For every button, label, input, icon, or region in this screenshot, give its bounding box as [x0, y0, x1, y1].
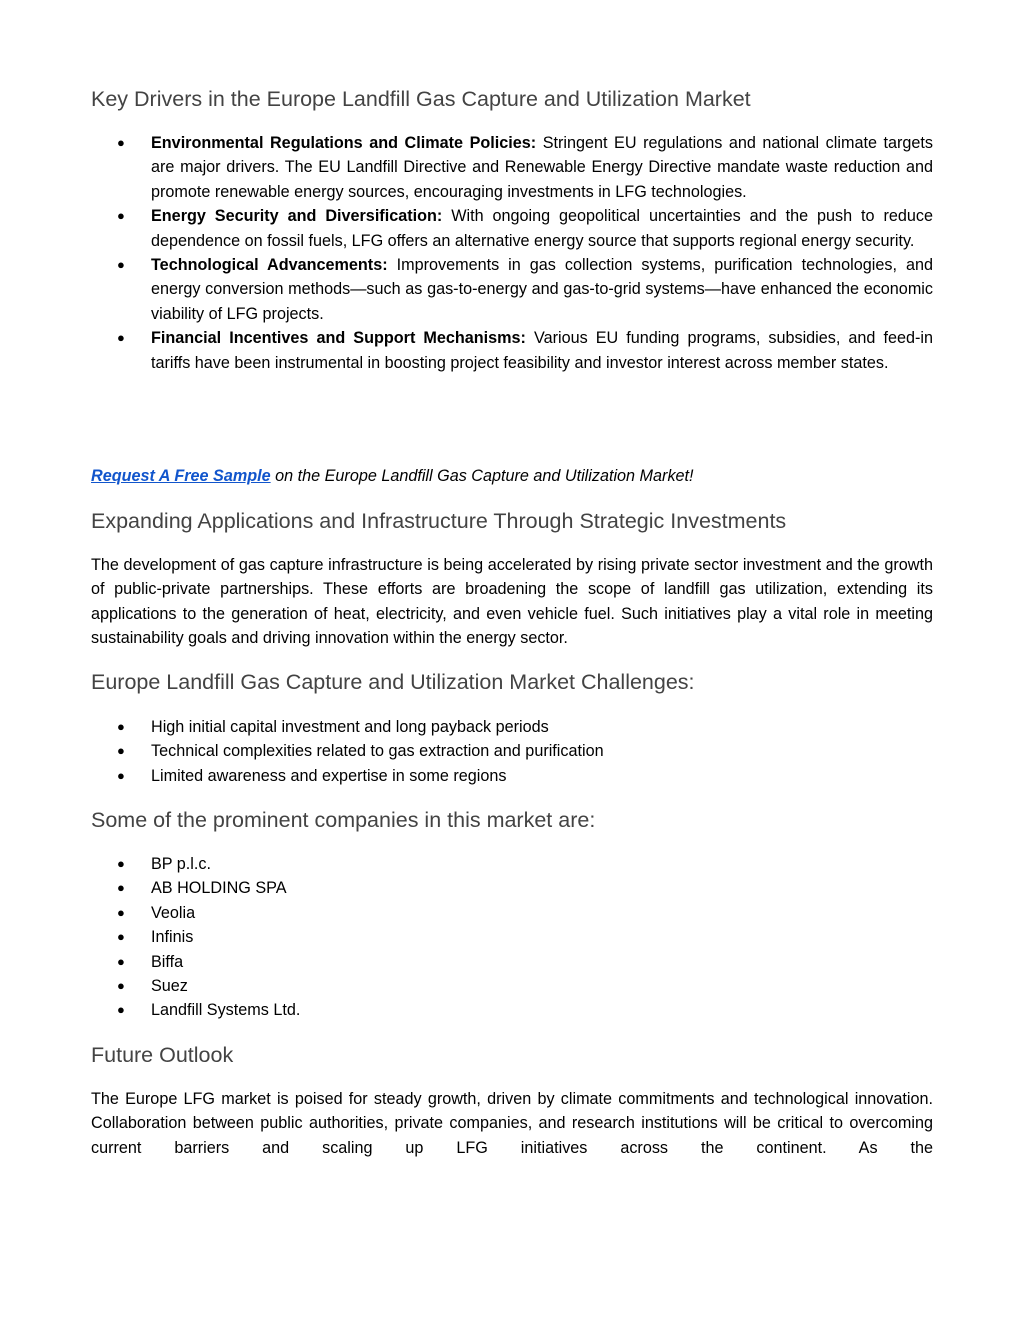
key-drivers-list [91, 131, 933, 375]
bullet-icon: ● [117, 208, 125, 224]
bullet-icon: ● [117, 135, 125, 150]
bullet-icon: ● [117, 767, 125, 783]
list-item: ● Environmental Regulations and Climate Policies: Stringent EU regulations and national climate targets are major drivers. The EU Landfill Directive and Renewable Energy Directive mandate waste reduction and promote renewable energy sources, encouraging investments in LFG technologies. [91, 131, 933, 204]
list-item: ● Landfill Systems Ltd. [91, 998, 933, 1022]
heading-expanding-applications: Expanding Applications and Infrastructure Through Strategic Investments [91, 509, 787, 533]
heading-challenges: Europe Landfill Gas Capture and Utilization Market Challenges: [91, 670, 695, 694]
list-item: ● Limited awareness and expertise in some regions [91, 764, 933, 788]
heading-companies: Some of the prominent companies in this market are: [91, 808, 596, 832]
bullet-icon: ● [117, 953, 125, 969]
bullet-icon: ● [117, 743, 125, 759]
list-item: ● High initial capital investment and long payback periods [91, 715, 933, 739]
list-item: ● AB HOLDING SPA [91, 876, 933, 900]
list-item: ● BP p.l.c. [91, 852, 933, 876]
bullet-icon: ● [117, 856, 125, 871]
list-item: ● Technological Advancements: Improvements in gas collection systems, purification technologies, and energy conversion methods—such as gas-to-energy and gas-to-grid systems—have enhanced the economic viability of LFG projects. [91, 253, 933, 326]
list-item: ● Energy Security and Diversification: With ongoing geopolitical uncertainties and the push to reduce dependence on fossil fuels, LFG offers an alternative energy source that supports regional energy security. [91, 204, 933, 253]
challenges-list [91, 715, 933, 788]
bullet-icon: ● [117, 929, 125, 945]
bullet-icon: ● [117, 719, 125, 734]
list-item: ● Technical complexities related to gas extraction and purification [91, 739, 933, 763]
bullet-icon: ● [117, 880, 125, 896]
bullet-icon: ● [117, 257, 125, 273]
bullet-icon: ● [117, 978, 125, 994]
request-sample-line: Request A Free Sample on the Europe Landfill Gas Capture and Utilization Market! [91, 467, 694, 485]
list-item: ● Veolia [91, 901, 933, 925]
list-item: ● Biffa [91, 950, 933, 974]
request-sample-link[interactable]: Request A Free Sample [91, 467, 271, 485]
heading-key-drivers: Key Drivers in the Europe Landfill Gas Capture and Utilization Market [91, 87, 751, 111]
expanding-applications-paragraph: The development of gas capture infrastructure is being accelerated by rising private sector investment and the growth of public-private partnerships. These efforts are broadening the scope of landfill gas utilization, extending its applications to the generation of heat, electricity, and even vehicle fuel. Such initiatives play a vital role in meeting sustainability goals and driving innovation within the energy sector. [91, 556, 933, 648]
heading-future-outlook: Future Outlook [91, 1043, 234, 1067]
companies-list [91, 852, 933, 1023]
bullet-icon: ● [117, 1002, 125, 1018]
list-item: ● Suez [91, 974, 933, 998]
list-item: ● Infinis [91, 925, 933, 949]
bullet-icon: ● [117, 904, 125, 920]
future-outlook-paragraph: The Europe LFG market is poised for steady growth, driven by climate commitments and technological innovation. Collaboration between public authorities, private companies, and research institutions will be critical to overcoming current barriers and scaling up LFG initiatives across the continent. As the [91, 1090, 933, 1157]
bullet-icon: ● [117, 330, 125, 346]
list-item: ● Financial Incentives and Support Mechanisms: Various EU funding programs, subsidies, and feed-in tariffs have been instrumental in boosting project feasibility and investor interest across member states. [91, 326, 933, 375]
